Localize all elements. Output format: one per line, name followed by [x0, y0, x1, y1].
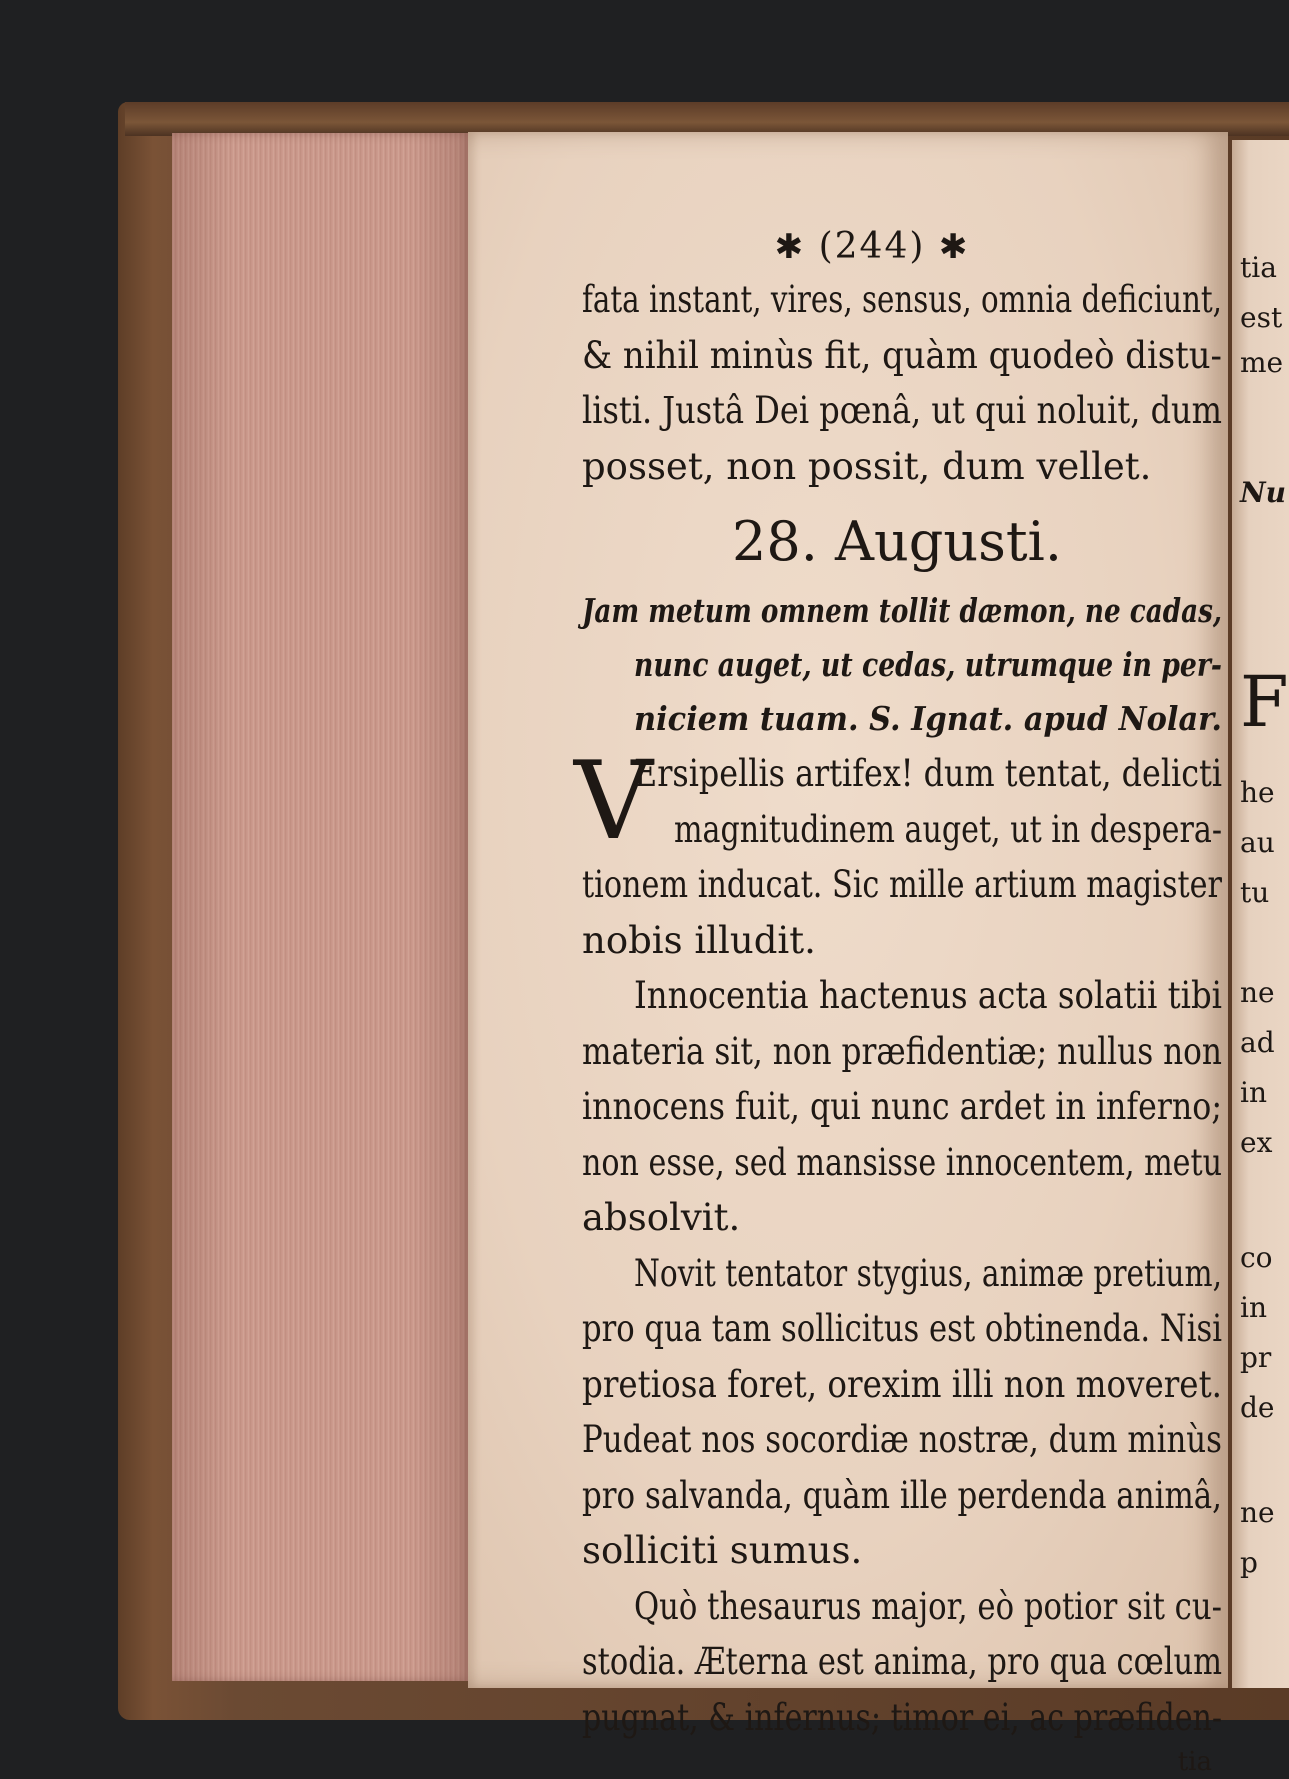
text-line: listi. Justâ Dei pœnâ, ut qui noluit, dum [582, 389, 1222, 432]
motto-line: Jam metum omnem tollit dæmon, ne cadas, [582, 591, 1222, 630]
text-line: magnitudinem auget, ut in despera- [674, 807, 1222, 851]
right-fragment: Nu [1240, 476, 1286, 509]
text-line: innocens fuit, qui nunc ardet in inferno; [582, 1085, 1222, 1128]
text-line: stodia. Æterna est anima, pro qua cœlum [582, 1640, 1222, 1683]
drop-cap: V [574, 739, 652, 864]
right-fragment: in [1240, 1076, 1267, 1109]
text-line: pro salvanda, quàm ille perdenda animâ, [582, 1473, 1222, 1517]
date-heading: 28. Augusti. [731, 510, 1062, 573]
ornament-icon: ✱ [774, 227, 806, 267]
paragraph [582, 1246, 1232, 1579]
page-edges-shade [172, 133, 472, 1681]
text-line: tionem inducat. Sic mille artium magister [582, 863, 1222, 906]
right-fragment: ne [1240, 976, 1275, 1009]
text-line: fata instant, vires, sensus, omnia deficiunt, [582, 278, 1222, 321]
right-fragment: co [1240, 1241, 1273, 1274]
right-fragment: pr [1240, 1341, 1272, 1374]
text-line: Innocentia hactenus acta solatii tibi [634, 974, 1222, 1017]
page-number: (244) [818, 226, 926, 267]
right-fragment: ex [1240, 1126, 1273, 1159]
text-line: pretiosa foret, orexim illi non moveret. [582, 1362, 1222, 1406]
text-line: materia sit, non præfidentiæ; nullus non [582, 1029, 1222, 1073]
paragraph [582, 968, 1232, 1246]
paragraph [574, 739, 1232, 968]
book-spine-top [125, 102, 1289, 136]
text-line: absolvit. [582, 1196, 741, 1239]
right-fragment: p [1240, 1546, 1258, 1579]
right-fragment: F [1240, 661, 1289, 743]
text-line: nobis illudit. [582, 918, 816, 962]
ornament-icon: ✱ [938, 227, 970, 267]
right-fragment: tia [1240, 251, 1277, 284]
motto-line: niciem tuam. S. Ignat. apud Nolar. [634, 699, 1222, 738]
right-fragment: ne [1240, 1496, 1275, 1529]
right-fragment: est [1240, 301, 1283, 334]
paragraph [582, 1579, 1232, 1746]
page-header [512, 222, 1232, 272]
text-line: solliciti sumus. [582, 1529, 863, 1572]
text-line: & nihil minùs fit, quàm quodeò distu- [582, 333, 1222, 377]
right-fragment: tu [1240, 876, 1270, 909]
text-line: posset, non possit, dum vellet. [582, 444, 1152, 488]
page-text [574, 222, 1232, 1779]
catchword: tia [1177, 1747, 1212, 1777]
text-line: pro qua tam sollicitus est obtinenda. Nisi [582, 1307, 1222, 1350]
right-page-fragment [1232, 140, 1289, 1688]
right-fragment: in [1240, 1291, 1267, 1324]
right-fragment: ad [1240, 1026, 1275, 1059]
text-line: non esse, sed mansisse innocentem, metu [582, 1140, 1222, 1184]
text-line: Quò thesaurus major, eò potior sit cu- [634, 1584, 1222, 1628]
text-line: Novit tentator stygius, animæ pretium, [634, 1251, 1222, 1295]
text-line: pugnat, & infernus; timor ei, ac præfiden- [582, 1695, 1222, 1739]
right-fragment: de [1240, 1391, 1275, 1424]
right-fragment: me [1240, 346, 1284, 379]
right-fragment: he [1240, 776, 1275, 809]
right-fragment: au [1240, 826, 1275, 859]
text-line: Ersipellis artifex! dum tentat, delicti [634, 752, 1222, 795]
text-line: Pudeat nos socordiæ nostræ, dum minùs [582, 1418, 1222, 1461]
motto-line: nunc auget, ut cedas, utrumque in per- [634, 645, 1222, 684]
